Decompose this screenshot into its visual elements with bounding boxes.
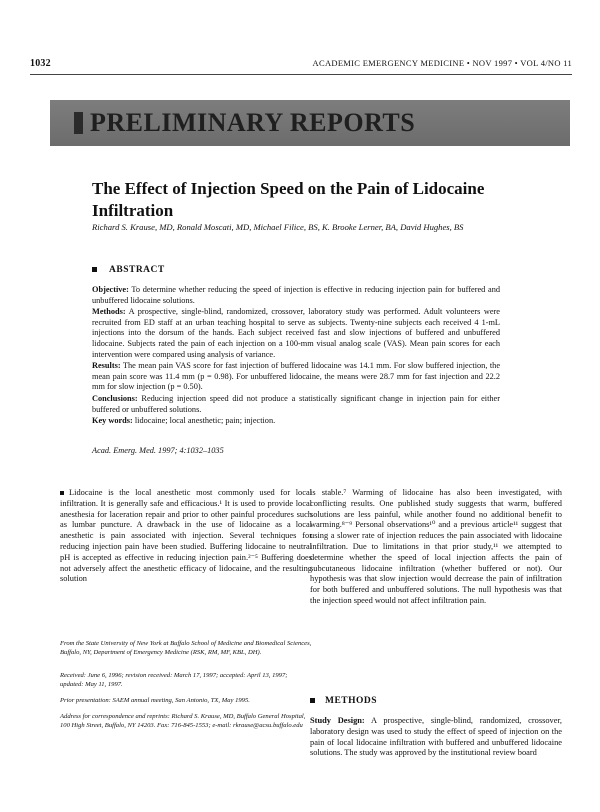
footnote-affiliation: From the State University of New York at Buffalo School of Medicine and Biomedical Sciences, Buffalo, NY, Department of Emergency Medicine (RSK, RM, MF, KBL, DH). xyxy=(60,640,312,656)
header-rule xyxy=(30,74,572,75)
body-right-column: is stable.⁷ Warming of lidocaine has also been investigated, with conflicting results. One published study suggests that warm, buffered solutions are less painful, while another found no additional benefit to warming.⁸⁻⁹ Personal observations¹⁰ and a previous article¹¹ suggest that using a slower rate of injection reduces the pain associated with lidocaine infiltration. Due to limitations in that prior study,¹¹ we attempted to determine whether the speed of local injection affects the pain of subcutaneous lidocaine infiltration (whether buffered or not). Our hypothesis was that slow injection would decrease the pain of infiltration for both buffered and unbuffered solutions. The null hypothesis was that the injection speed would not affect infiltration pain. xyxy=(310,488,562,605)
abstract-heading: ABSTRACT xyxy=(92,265,165,275)
abstract-methods: Methods: A prospective, single-blind, randomized, crossover, laboratory study was performed. Adult volunteers were recruited from ED staff at an urban teaching hospital to serve as subjects. Twenty-nine subjects each received 4 1-mL injections into the dorsum of the hands. Each subject received fast and slow injections of buffered and unbuffered lidocaine. Subjects rated the pain of each injection on a 100-mm visual analog scale (VAS). Mean pain scores for each intervention were compared using analysis of variance. xyxy=(92,307,500,359)
body-left-column: Lidocaine is the local anesthetic most commonly used for local infiltration. It is generally safe and efficacious.¹ It is used to provide local anesthesia for laceration repair and prior to other painful procedures such as lumbar puncture. A drawback in the use of lidocaine as a local anesthetic is pain associated with injection. Several techniques for reducing injection pain have been studied. Buffering lidocaine to neutral pH is accepted as effective in reducing injection pain.²⁻⁵ Buffering does not adversely affect the anesthetic efficacy of lidocaine, and the resulting solution xyxy=(60,488,312,584)
abstract-objective: Objective: To determine whether reducing the speed of injection is effective in reducing injection pain for buffered and unbuffered lidocaine solutions. xyxy=(92,285,500,305)
journal-header: ACADEMIC EMERGENCY MEDICINE • NOV 1997 • VOL 4/NO 11 xyxy=(312,58,572,68)
footnote-presentation: Prior presentation: SAEM annual meeting, San Antonio, TX, May 1995. xyxy=(60,697,250,704)
article-authors: Richard S. Krause, MD, Ronald Moscati, MD, Michael Filice, BS, K. Brooke Lerner, BA, David Hughes, BS xyxy=(92,222,464,232)
page-number: 1032 xyxy=(30,58,51,69)
methods-heading: METHODS xyxy=(310,696,377,706)
footnote-correspondence: Address for correspondence and reprints: Richard S. Krause, MD, Buffalo General Hospital, 100 High Street, Buffalo, NY 14203. Fax: 716-845-1553; e-mail: rkrause@acsu.buffalo.edu xyxy=(60,713,306,729)
methods-body: Study Design: A prospective, single-blind, randomized, crossover, laboratory design was used to study the effect of speed of injection on the pain of local lidocaine infiltration with buffered and unbuffered lidocaine solutions. The study was approved by the institutional review board xyxy=(310,716,562,758)
heading-bullet xyxy=(310,698,315,703)
section-banner xyxy=(50,100,570,146)
running-header xyxy=(30,58,572,72)
citation: Acad. Emerg. Med. 1997; 4:1032–1035 xyxy=(92,446,224,455)
heading-bullet xyxy=(92,267,97,272)
abstract-body xyxy=(92,285,500,428)
paragraph-bullet xyxy=(60,491,64,495)
footnote-received: Received: June 6, 1996; revision received: March 17, 1997; accepted: April 13, 1997; updated: May 11, 1997. xyxy=(60,672,288,688)
banner-bar xyxy=(74,112,83,134)
abstract-keywords: Key words: lidocaine; local anesthetic; pain; injection. xyxy=(92,416,276,426)
article-title: The Effect of Injection Speed on the Pain of Lidocaine Infiltration xyxy=(92,179,485,220)
abstract-conclusions: Conclusions: Reducing injection speed did not produce a statistically significant change in injection pain for either buffered or unbuffered solutions. xyxy=(92,393,500,414)
abstract-results: Results: The mean pain VAS score for fast injection of buffered lidocaine was 14.1 mm. For slow buffered injection, the mean pain score was 11.4 mm (p = 0.98). For unbuffered lidocaine, the means were 28.7 mm for fast injection and 22.2 mm for slow injection (p = 0.50). xyxy=(92,361,500,392)
section-label: PRELIMINARY REPORTS xyxy=(90,108,416,137)
